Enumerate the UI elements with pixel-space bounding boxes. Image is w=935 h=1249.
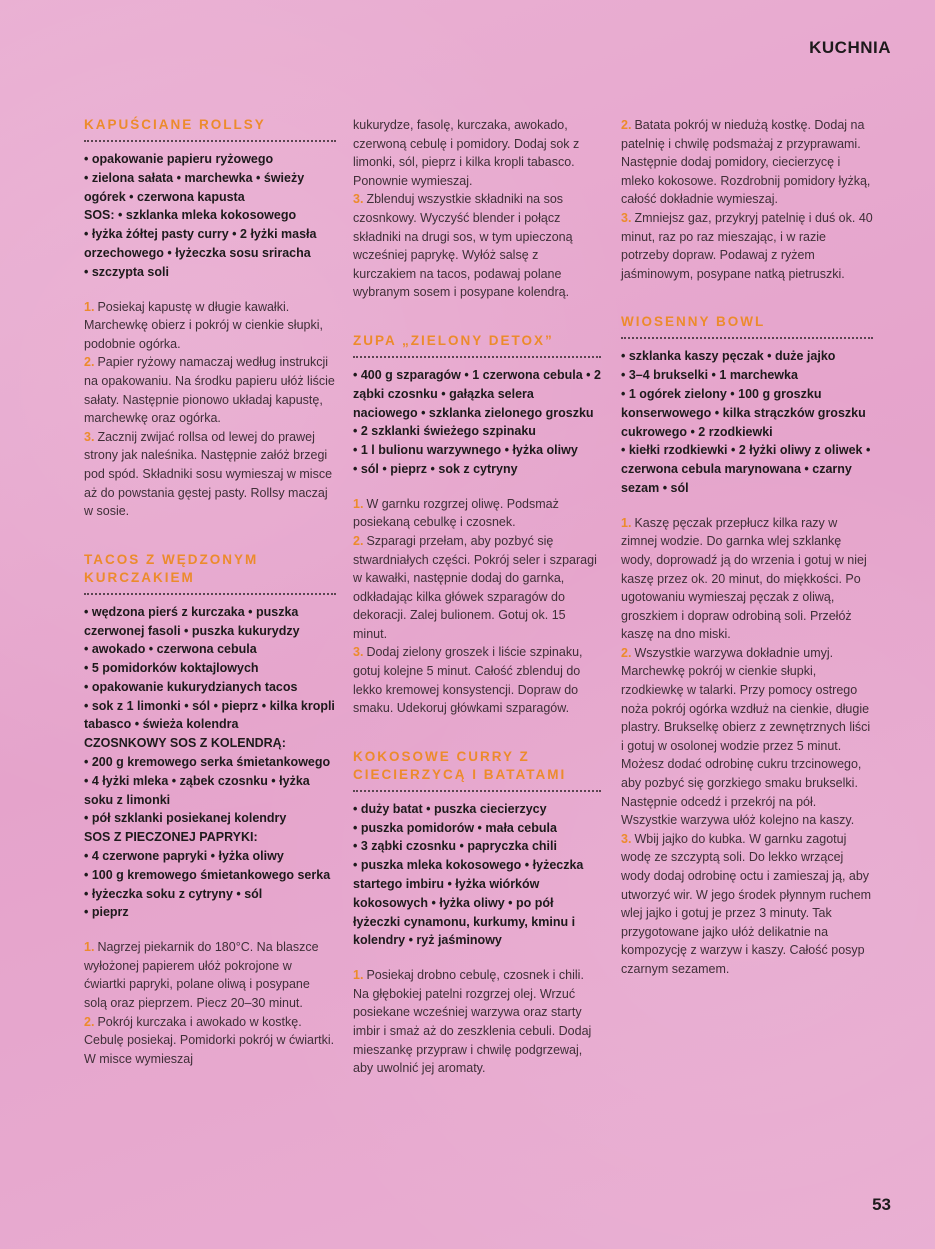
step-text: Papier ryżowy namaczaj według instrukcji na opakowaniu. Na środku papieru ułóż liście sałaty. Następnie pionowo układaj kapustę, marchewkę oraz ogórka. bbox=[84, 355, 335, 426]
step bbox=[84, 298, 336, 354]
recipe-zupa-zielony-detox bbox=[353, 332, 601, 718]
column-1 bbox=[84, 116, 336, 1098]
step-number: 2. bbox=[84, 1014, 95, 1029]
ingredients-list bbox=[353, 366, 601, 479]
step bbox=[84, 938, 336, 1012]
step-text: Posiekaj drobno cebulę, czosnek i chili. Na głębokiej patelni rozgrzej olej. Wrzuć posiekane wcześniej warzywa oraz starty imbir i smaż aż do zeszklenia cebuli. Dodaj mieszankę przypraw i chwilę podgrzewaj, aby uwolnić jej aromaty. bbox=[353, 968, 592, 1076]
step-number: 1. bbox=[84, 940, 95, 955]
ingredient-line: • 200 g kremowego serka śmietankowego • 4 łyżki mleka • ząbek czosnku • łyżka soku z limonki bbox=[84, 755, 331, 807]
recipe-title: WIOSENNY BOWL bbox=[621, 314, 766, 330]
step bbox=[621, 116, 873, 209]
ingredient-line: • 100 g kremowego śmietankowego serka • łyżeczka soku z cytryny • sól bbox=[84, 867, 331, 901]
dotted-divider bbox=[84, 140, 336, 142]
step-number: 2. bbox=[353, 533, 364, 548]
step-text: W garnku rozgrzej oliwę. Podsmaż posiekaną cebulkę i czosnek. bbox=[353, 496, 559, 530]
ingredient-line: • pół szklanki posiekanej kolendry bbox=[84, 811, 287, 826]
recipe-wiosenny-bowl bbox=[621, 313, 873, 978]
ingredients-list bbox=[84, 603, 336, 923]
step bbox=[621, 209, 873, 283]
ingredient-line: SOS Z PIECZONEJ PAPRYKI: bbox=[84, 830, 258, 845]
step bbox=[84, 353, 336, 427]
step-number: 3. bbox=[353, 192, 364, 207]
ingredient-line: • 5 pomidorków koktajlowych bbox=[84, 661, 259, 676]
ingredient-line: • kiełki rzodkiewki • 2 łyżki oliwy z oliwek • czerwona cebula marynowana • czarny sezam • sól bbox=[621, 443, 871, 495]
step-number: 2. bbox=[84, 355, 95, 370]
dotted-divider bbox=[353, 790, 601, 792]
recipe-title: KAPUŚCIANE ROLLSY bbox=[84, 117, 266, 132]
step-text: Pokrój kurczaka i awokado w kostkę. Cebulę posiekaj. Pomidorki pokrój w ćwiartki. W misce wymieszaj bbox=[84, 1014, 335, 1066]
ingredients-list bbox=[621, 347, 873, 497]
step bbox=[84, 428, 336, 521]
step bbox=[84, 1013, 336, 1069]
ingredient-line: CZOSNKOWY SOS Z KOLENDRĄ: bbox=[84, 736, 286, 751]
ingredients-list bbox=[353, 800, 601, 950]
step bbox=[621, 514, 873, 644]
step-text: Wbij jajko do kubka. W garnku zagotuj wodę ze szczyptą soli. Do lekko wrzącej wody dodaj odrobinę octu i zamieszaj ją, aby utworzyć wir. W jego środek płynnym ruchem wlej jajko i gotuj je przez 3 minuty. Tak przygotowane jajko ułóż delikatnie na kompozycję z warzyw i kaszy. Całość posyp czarnym sezamem. bbox=[621, 831, 872, 976]
ingredient-line: • 3–4 brukselki • 1 marchewka bbox=[621, 368, 798, 383]
steps-list bbox=[621, 514, 873, 979]
dotted-divider bbox=[353, 356, 601, 358]
ingredient-line: • duży batat • puszka ciecierzycy bbox=[353, 801, 547, 816]
step-number: 1. bbox=[621, 515, 632, 530]
step-number: 1. bbox=[84, 299, 95, 314]
step bbox=[621, 830, 873, 979]
step bbox=[353, 643, 601, 717]
recipe-kapusciane-rollsy bbox=[84, 116, 336, 521]
column-3 bbox=[621, 116, 873, 1009]
step-number: 1. bbox=[353, 496, 364, 511]
steps-list bbox=[84, 938, 336, 1068]
step bbox=[621, 644, 873, 830]
ingredient-line: • 400 g szparagów • 1 czerwona cebula • 2 ząbki czosnku • gałązka selera naciowego • szklanka zielonego groszku • 2 szklanki świeżego szpinaku bbox=[353, 367, 601, 439]
step-text: Dodaj zielony groszek i liście szpinaku, gotuj kolejne 5 minut. Całość zblenduj do lekko kremowej konsystencji. Dopraw do smaku. Udekoruj główkami szparagów. bbox=[353, 645, 583, 716]
dotted-divider bbox=[621, 337, 873, 339]
ingredient-line: • 1 ogórek zielony • 100 g groszku konserwowego • kilka strączków groszku cukrowego • 2 rzodkiewki bbox=[621, 386, 866, 439]
step bbox=[353, 532, 601, 644]
step bbox=[353, 190, 601, 302]
column-2 bbox=[353, 116, 601, 1108]
step-text: Zmniejsz gaz, przykryj patelnię i duś ok. 40 minut, raz po raz mieszając, i w razie potrzeby dopraw. Podawaj z ryżem jaśminowym, posypane natką pietruszki. bbox=[621, 210, 873, 281]
ingredient-line: • sól • pieprz • sok z cytryny bbox=[353, 461, 518, 476]
recipe-tacos-continued bbox=[353, 116, 601, 302]
recipe-title: KOKOSOWE CURRY Z CIECIERZYCĄ I BATATAMI bbox=[353, 748, 567, 782]
ingredient-line: • opakowanie kukurydzianych tacos bbox=[84, 679, 298, 694]
recipe-tacos bbox=[84, 551, 336, 1069]
ingredient-line: • 3 ząbki czosnku • papryczka chili bbox=[353, 839, 557, 854]
ingredient-line: • szczypta soli bbox=[84, 264, 169, 279]
ingredient-line: • wędzona pierś z kurczaka • puszka czerwonej fasoli • puszka kukurydzy bbox=[84, 604, 300, 638]
step-text: Szparagi przełam, aby pozbyć się stwardniałych części. Pokrój seler i szparagi w kawałki, następnie dodaj do garnka, odkładając kilka główek szparagów do dekoracji. Zalej bulionem. Gotuj ok. 15 minut. bbox=[353, 533, 597, 641]
step-number: 3. bbox=[353, 645, 364, 660]
step-number: 3. bbox=[621, 210, 632, 225]
step-text: Nagrzej piekarnik do 180°C. Na blaszce wyłożonej papierem ułóż pokrojone w ćwiartki papryki, polane oliwą i posypane solą oraz pieprzem. Piecz 20–30 minut. bbox=[84, 940, 319, 1011]
step-continuation: kukurydze, fasolę, kurczaka, awokado, czerwoną cebulę i pomidory. Dodaj sok z limonki, sól, pieprz i kilka kropli tabasco. Ponownie wymieszaj. bbox=[353, 118, 580, 188]
recipe-title: ZUPA „ZIELONY DETOX” bbox=[353, 332, 554, 348]
page-number: 53 bbox=[872, 1195, 891, 1214]
step-text: Batata pokrój w niedużą kostkę. Dodaj na patelnię i chwilę podsmażaj z przyprawami. Następnie dodaj pomidory, ciecierzycę i mleko kokosowe. Rozdrobnij pomidory łyżką, całość dokładnie wymieszaj. bbox=[621, 118, 871, 207]
ingredient-line: • opakowanie papieru ryżowego bbox=[84, 152, 274, 166]
ingredient-line: • puszka mleka kokosowego • łyżeczka startego imbiru • łyżka wiórków kokosowych • łyżka oliwy • po pół łyżeczki cynamonu, kurkumy, kminu i kolendry • ryż jaśminowy bbox=[353, 858, 584, 948]
ingredient-line: • sok z 1 limonki • sól • pieprz • kilka kropli tabasco • świeża kolendra bbox=[84, 698, 335, 732]
steps-list bbox=[353, 495, 601, 718]
step-text: Posiekaj kapustę w długie kawałki. Marchewkę obierz i pokrój w cienkie słupki, podobnie ogórka. bbox=[84, 299, 323, 351]
ingredient-line: • puszka pomidorów • mała cebula bbox=[353, 820, 557, 835]
ingredient-line: • awokado • czerwona cebula bbox=[84, 642, 257, 657]
section-label: KUCHNIA bbox=[809, 38, 891, 57]
step-number: 1. bbox=[353, 968, 364, 983]
recipe-kokosowe-curry bbox=[353, 748, 601, 1078]
step bbox=[353, 966, 601, 1078]
step bbox=[353, 495, 601, 532]
step-number: 3. bbox=[84, 429, 95, 444]
step-number: 2. bbox=[621, 118, 632, 132]
ingredient-line: • łyżka żółtej pasty curry • 2 łyżki masła orzechowego • łyżeczka sosu sriracha bbox=[84, 227, 317, 260]
step-text: Zacznij zwijać rollsa od lewej do prawej strony jak naleśnika. Następnie załóż brzegi pod spód. Składniki sosu wymieszaj w misce aż do powstania gęstej pasty. Rollsy maczaj w sosie. bbox=[84, 429, 333, 519]
dotted-divider bbox=[84, 593, 336, 595]
recipe-title: TACOS Z WĘDZONYM KURCZAKIEM bbox=[84, 551, 259, 585]
step-text: Kaszę pęczak przepłucz kilka razy w zimnej wodzie. Do garnka wlej szklankę wody, doprowadź ją do wrzenia i gotuj w niej kaszę przez ok. 20 minut, do miękkości. Po ugotowaniu wymieszaj pęczak z oliwą, groszkiem i dopraw odrobiną soli. Przełóż kaszę na dno miski. bbox=[621, 515, 867, 642]
ingredient-line: • szklanka kaszy pęczak • duże jajko bbox=[621, 349, 836, 364]
ingredient-line: • 1 l bulionu warzywnego • łyżka oliwy bbox=[353, 443, 578, 458]
step-text: Zblenduj wszystkie składniki na sos czosnkowy. Wyczyść blender i połącz składniki na drugi sos, w tym upieczoną wcześniej paprykę. Wyłóż salsę z kurczakiem na tacos, podawaj polane wybranym sosem i posypane kolendrą. bbox=[353, 192, 573, 300]
ingredient-line: • zielona sałata • marchewka • świeży ogórek • czerwona kapusta bbox=[84, 170, 305, 204]
recipe-curry-continued bbox=[621, 116, 873, 283]
steps-list bbox=[84, 298, 336, 521]
ingredient-line: • 4 czerwone papryki • łyżka oliwy bbox=[84, 849, 284, 864]
step-number: 3. bbox=[621, 831, 632, 846]
ingredients-list bbox=[84, 150, 336, 282]
steps-list bbox=[353, 966, 601, 1078]
ingredient-line: • pieprz bbox=[84, 905, 129, 920]
ingredient-line: SOS: • szklanka mleka kokosowego bbox=[84, 208, 297, 223]
step-text: Wszystkie warzywa dokładnie umyj. Marchewkę pokrój w cienkie słupki, rzodkiewkę w talarki. Przy pomocy ostrego noża pokrój ogórka wzdłuż na cienkie, długie plastry. Brukselkę obierz z zewnętrznych liści i gotuj w osolonej wodzie przez 5 minut. Możesz dodać odrobinę cukru trzcinowego, aby pozbyć się gorzkiego smaku brukselki. Następnie odcedź i przekrój na pół. Wszystkie warzywa ułóż kolejno na kaszy. bbox=[621, 645, 871, 828]
step-number: 2. bbox=[621, 645, 632, 660]
